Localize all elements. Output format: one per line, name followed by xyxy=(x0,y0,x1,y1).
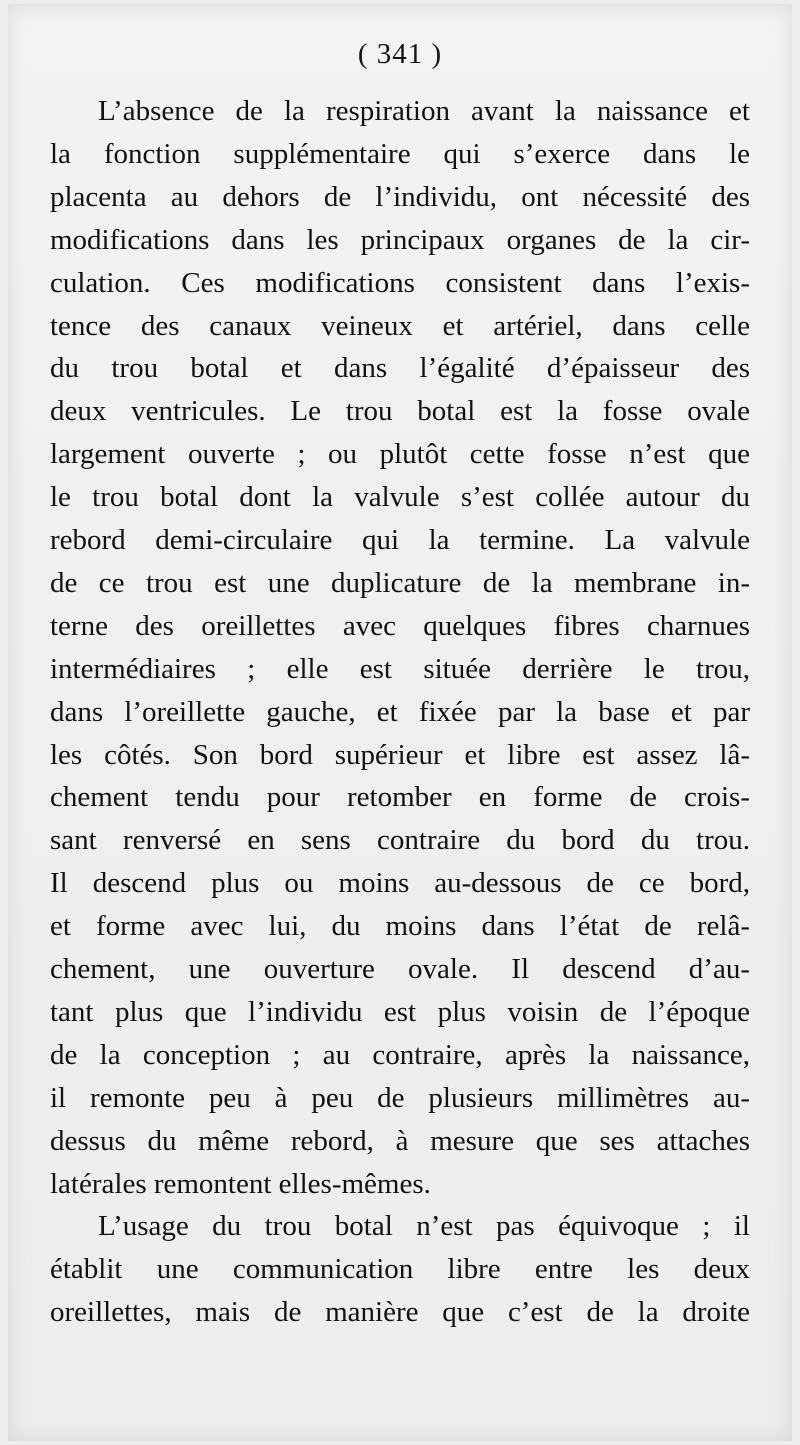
text-line: du trou botal et dans l’égalité d’épaisseur des xyxy=(50,352,750,385)
text-line: chement, une ouverture ovale. Il descend d’au- xyxy=(50,953,750,985)
text-line: rebord demi-circulaire qui la termine. La valvule xyxy=(50,524,750,556)
text-line: terne des oreillettes avec quelques fibres charnues xyxy=(50,609,750,642)
text-line: modifications dans les principaux organes de la cir- xyxy=(50,223,750,256)
text-line: L’usage du trou botal n’est pas équivoque ; il xyxy=(98,1210,750,1243)
page-number: ( 341 ) xyxy=(357,38,443,70)
text-line: il remonte peu à peu de plusieurs millimètres au- xyxy=(50,1081,750,1114)
text-line: chement tendu pour retomber en forme de crois- xyxy=(50,781,750,814)
text-line: de la conception ; au contraire, après la naissance, xyxy=(50,1038,750,1071)
text-line: culation. Ces modifications consistent dans l’exis- xyxy=(50,266,750,299)
text-line: de ce trou est une duplicature de la membrane in- xyxy=(50,566,750,599)
text-line: placenta au dehors de l’individu, ont nécessité des xyxy=(50,180,750,213)
text-line: le trou botal dont la valvule s’est collée autour du xyxy=(50,481,750,514)
text-line: oreillettes, mais de manière que c’est de la droite xyxy=(50,1296,750,1329)
text-line: les côtés. Son bord supérieur et libre est assez lâ- xyxy=(50,738,750,771)
text-line: dans l’oreillette gauche, et fixée par la base et par xyxy=(50,695,750,728)
text-line: L’absence de la respiration avant la naissance et xyxy=(98,95,750,127)
book-page xyxy=(8,4,792,1441)
text-line: dessus du même rebord, à mesure que ses attaches xyxy=(50,1124,750,1157)
text-line: latérales remontent elles-mêmes. xyxy=(50,1167,431,1200)
text-line: tant plus que l’individu est plus voisin de l’époque xyxy=(50,995,750,1028)
text-line: Il descend plus ou moins au-dessous de ce bord, xyxy=(50,867,750,900)
text-line: intermédiaires ; elle est située derrière le trou, xyxy=(50,652,750,685)
text-line: largement ouverte ; ou plutôt cette fosse n’est que xyxy=(50,438,750,471)
text-line: la fonction supplémentaire qui s’exerce dans le xyxy=(50,137,750,170)
text-line: et forme avec lui, du moins dans l’état de relâ- xyxy=(50,910,750,943)
text-line: deux ventricules. Le trou botal est la fosse ovale xyxy=(50,395,750,428)
text-line: établit une communication libre entre les deux xyxy=(50,1253,750,1286)
text-line: tence des canaux veineux et artériel, dans celle xyxy=(50,309,750,342)
text-line: sant renversé en sens contraire du bord du trou. xyxy=(50,824,750,857)
